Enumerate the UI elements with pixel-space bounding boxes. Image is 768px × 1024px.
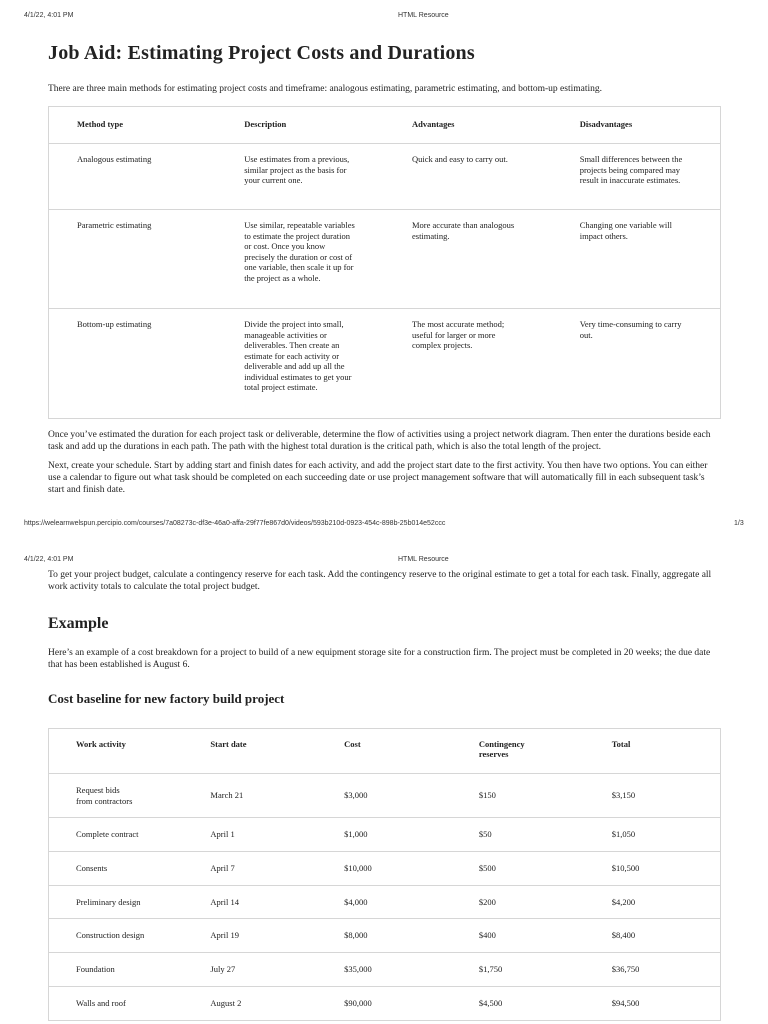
column-header: Work activity: [49, 729, 184, 774]
table-cell: $400: [452, 919, 585, 953]
column-header: Method type: [49, 107, 217, 144]
table-cell: Consents: [49, 852, 184, 886]
page-number: 1/3: [734, 520, 744, 527]
table-row: [49, 953, 721, 987]
column-header: Disadvantages: [552, 107, 721, 144]
table-cell: Request bids from contractors: [49, 774, 184, 818]
table-cell: April 1: [183, 818, 317, 852]
column-header: Cost: [317, 729, 452, 774]
table-row: [49, 818, 721, 852]
table-row: [49, 144, 721, 210]
table-cell: $1,000: [317, 818, 452, 852]
print-title: HTML Resource: [398, 556, 449, 563]
table-header-row: [49, 729, 721, 774]
table-cell: More accurate than analogous estimating.: [384, 210, 552, 309]
cost-baseline-table: [48, 728, 721, 1021]
column-header: Contingency reserves: [452, 729, 585, 774]
table-cell: Analogous estimating: [49, 144, 217, 210]
table-row: [49, 309, 721, 419]
budget-paragraph: To get your project budget, calculate a contingency reserve for each task. Add the contingency reserve to the original estimate to get a total for each task. Finally, aggregate all work activity totals to calculate the total project budget.: [48, 570, 712, 592]
table-cell: $8,000: [317, 919, 452, 953]
table-row: [49, 919, 721, 953]
table-cell: $4,500: [452, 987, 585, 1021]
table-cell: Complete contract: [49, 818, 184, 852]
table-cell: Construction design: [49, 919, 184, 953]
table-row: [49, 886, 721, 919]
table-cell: Use estimates from a previous, similar project as the basis for your current one.: [216, 144, 384, 210]
schedule-paragraph: Next, create your schedule. Start by adding start and finish dates for each activity, and add the project start date to the first activity. You then have two options. You can either use a calendar to figure out what task should be completed on each succeeding date or use project management software that will automatically fill in each subsequent task’s start and finish date.: [48, 461, 708, 495]
table-cell: July 27: [183, 953, 317, 987]
network-paragraph: Once you’ve estimated the duration for each project task or deliverable, determine the flow of activities using a project network diagram. Then enter the durations beside each task and add up the durations in each path. The path with the highest total duration is the critical path, which is also the total length of the project.: [48, 430, 711, 452]
table-row: [49, 210, 721, 309]
table-cell: March 21: [183, 774, 317, 818]
table-cell: Small differences between the projects being compared may result in inaccurate estimates.: [552, 144, 721, 210]
table-cell: Changing one variable will impact others.: [552, 210, 721, 309]
table-cell: Preliminary design: [49, 886, 184, 919]
table-cell: Very time-consuming to carry out.: [552, 309, 721, 419]
table-cell: April 14: [183, 886, 317, 919]
page-1: [48, 42, 721, 496]
table-cell: $200: [452, 886, 585, 919]
table-cell: $50: [452, 818, 585, 852]
table-cell: August 2: [183, 987, 317, 1021]
table-cell: $94,500: [585, 987, 721, 1021]
table-cell: $1,050: [585, 818, 721, 852]
column-header: Advantages: [384, 107, 552, 144]
print-date: 4/1/22, 4:01 PM: [24, 12, 74, 19]
table-cell: Walls and roof: [49, 987, 184, 1021]
table-cell: The most accurate method; useful for larger or more complex projects.: [384, 309, 552, 419]
table-cell: $10,000: [317, 852, 452, 886]
print-date: 4/1/22, 4:01 PM: [24, 556, 74, 563]
table-cell: $500: [452, 852, 585, 886]
source-url-link[interactable]: https://welearnwelspun.percipio.com/courses/7a08273c-df3e-46a0-affa-29f77fe867d0/videos/593b210d-0923-454c-898b-25b014e52ccc: [24, 520, 446, 527]
table-cell: $3,000: [317, 774, 452, 818]
table-cell: $3,150: [585, 774, 721, 818]
table-cell: April 19: [183, 919, 317, 953]
cost-baseline-heading: Cost baseline for new factory build project: [48, 691, 285, 706]
example-heading: Example: [48, 615, 109, 632]
table-cell: $8,400: [585, 919, 721, 953]
table-cell: April 7: [183, 852, 317, 886]
table-cell: $36,750: [585, 953, 721, 987]
page-title: Job Aid: Estimating Project Costs and Durations: [48, 42, 475, 64]
table-cell: $90,000: [317, 987, 452, 1021]
table-cell: $4,000: [317, 886, 452, 919]
column-header: Total: [585, 729, 721, 774]
page-2: [48, 569, 721, 1021]
table-cell: $150: [452, 774, 585, 818]
table-cell: Foundation: [49, 953, 184, 987]
table-cell: $1,750: [452, 953, 585, 987]
table-cell: Parametric estimating: [49, 210, 217, 309]
intro-text: There are three main methods for estimating project costs and timeframe: analogous estimating, parametric estimating, and bottom-up estimating.: [48, 84, 603, 94]
table-header-row: [49, 107, 721, 144]
example-text: Here’s an example of a cost breakdown for a project to build of a new equipment storage site for a construction firm. The project must be completed in 20 weeks; the due date that has been established is August 6.: [48, 648, 711, 670]
column-header: Start date: [183, 729, 317, 774]
table-cell: Quick and easy to carry out.: [384, 144, 552, 210]
table-cell: $4,200: [585, 886, 721, 919]
table-cell: $35,000: [317, 953, 452, 987]
table-cell: $10,500: [585, 852, 721, 886]
table-cell: Bottom-up estimating: [49, 309, 217, 419]
print-title: HTML Resource: [398, 12, 449, 19]
column-header: Description: [216, 107, 384, 144]
table-row: [49, 774, 721, 818]
table-row: [49, 987, 721, 1021]
table-cell: Use similar, repeatable variables to estimate the project duration or cost. Once you know precisely the duration or cost of one variable, then scale it up for the project as a whole.: [216, 210, 384, 309]
table-cell: Divide the project into small, manageable activities or deliverables. Then create an estimate for each activity or deliverable and add up all the individual estimates to get your total project estimate.: [216, 309, 384, 419]
methods-table: [48, 106, 721, 419]
table-row: [49, 852, 721, 886]
